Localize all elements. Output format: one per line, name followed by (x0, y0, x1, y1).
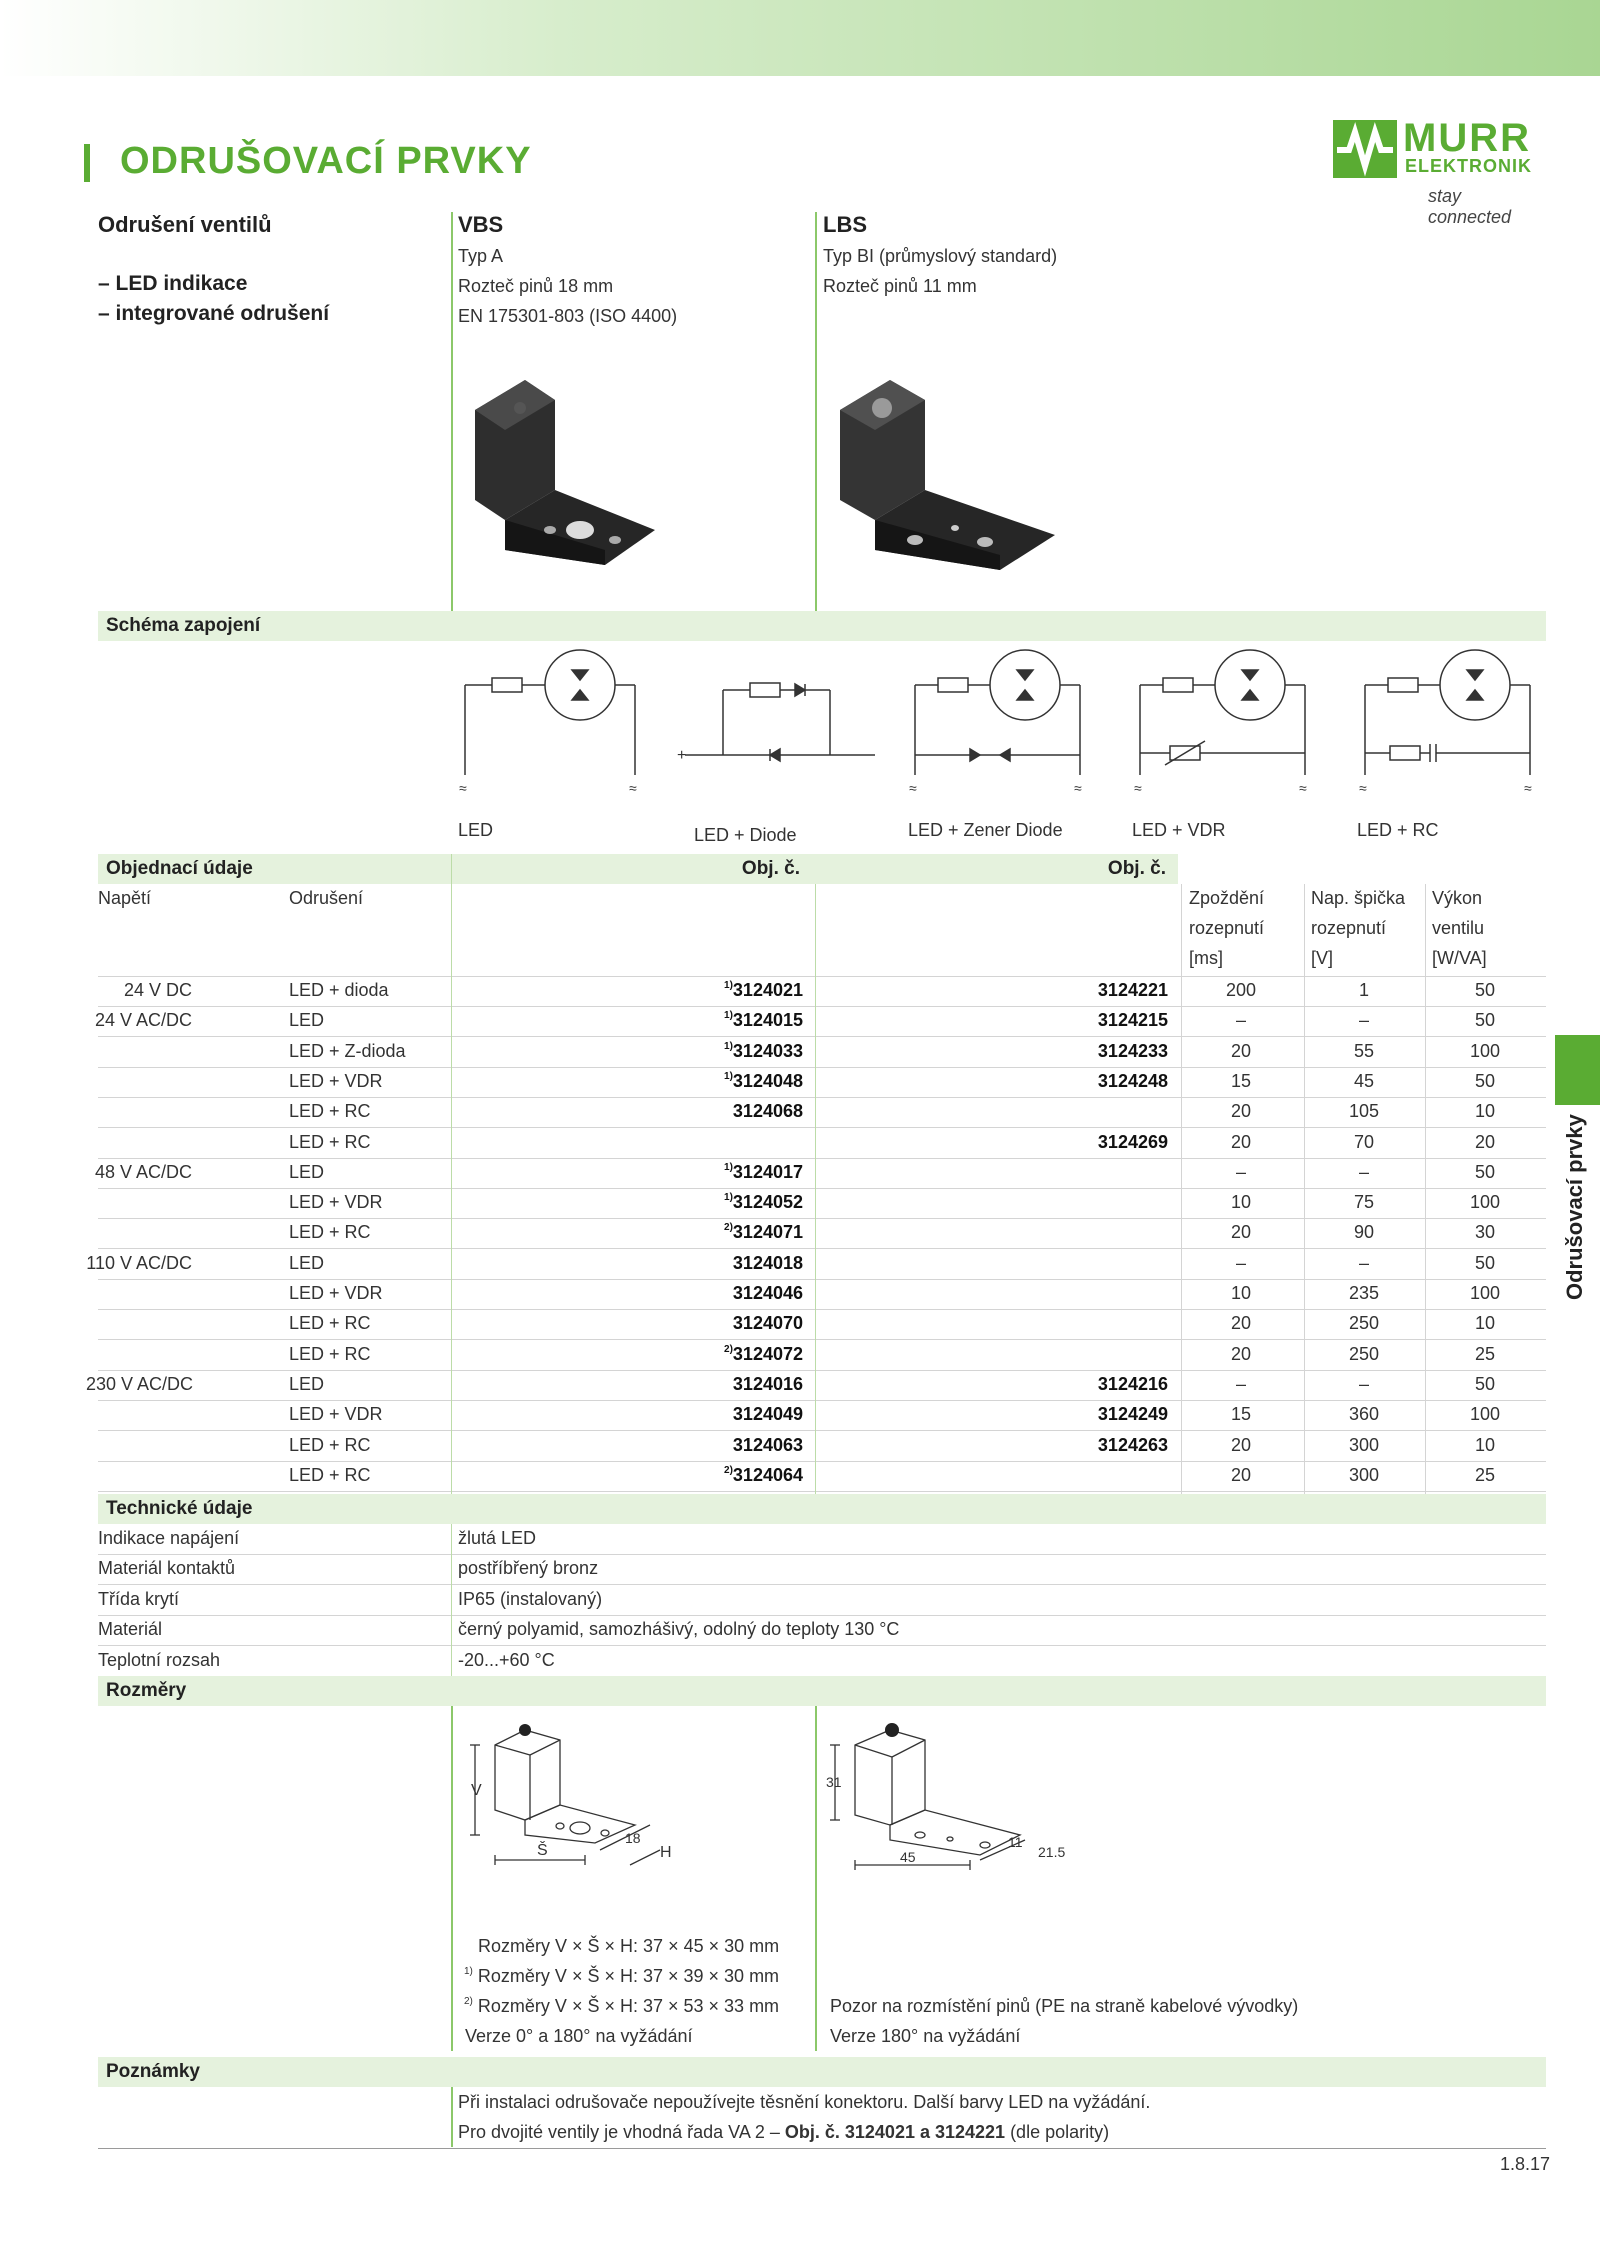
peak-cell: – (1358, 1373, 1369, 1394)
footnote-mark: 2) (724, 1343, 733, 1355)
peak-cell: 300 (1348, 1464, 1380, 1485)
power-cell: 50 (1474, 1252, 1496, 1273)
power-cell: 50 (1474, 980, 1496, 1000)
col-voltage: Napětí (98, 888, 152, 908)
page-number: 1.8.17 (1500, 2154, 1551, 2174)
vbs-order-number (453, 1374, 803, 1395)
col-delay: Zpoždění (1189, 888, 1265, 908)
schema-label: LED + Diode (694, 825, 797, 845)
delay-cell: – (1235, 1252, 1246, 1273)
vbs-dim-note: Rozměry V × Š × H: 37 × 45 × 30 mm (478, 1936, 780, 1956)
col-power: [W/VA] (1432, 948, 1487, 968)
intro-bullet: – LED indikace (98, 272, 248, 295)
schema-label: LED (458, 820, 494, 840)
tech-row (98, 1524, 1546, 1555)
vbs-number: 3124018 (732, 1252, 803, 1273)
col-peak: [V] (1311, 948, 1334, 968)
murr-logo-icon (1333, 120, 1397, 178)
schema-label: LED + RC (1357, 820, 1439, 840)
vbs-order-number (453, 1071, 803, 1092)
footnote-mark: 1) (724, 1161, 733, 1173)
col-power: ventilu (1432, 918, 1485, 938)
delay-cell: 15 (1230, 1070, 1252, 1091)
delay-cell: – (1235, 1010, 1246, 1031)
vbs-order-number (453, 1404, 803, 1425)
power-cell: 100 (1469, 1040, 1501, 1061)
vbs-number: 3124071 (732, 1222, 803, 1243)
table-divider (451, 1524, 452, 1676)
delay-cell: 20 (1230, 1343, 1252, 1364)
power-cell: 50 (1474, 1161, 1496, 1182)
footnote-mark: 1) (724, 1010, 733, 1022)
lbs-line: Rozteč pinů 11 mm (823, 276, 977, 296)
schema-title: Schéma zapojení (106, 615, 261, 636)
vbs-number: 3124070 (732, 1313, 803, 1334)
vbs-order-number (453, 1010, 803, 1031)
notes-line: Pro dvojité ventily je vhodná řada VA 2 – Obj. č. 3124021 a 3124221 (dle polarity) (458, 2122, 1110, 2142)
col-peak: Nap. špička (1311, 888, 1406, 908)
col-power: Výkon (1432, 888, 1483, 908)
vbs-order-number (453, 1192, 803, 1213)
vbs-order-number (453, 1465, 803, 1486)
peak-cell: 250 (1348, 1313, 1380, 1334)
peak-cell: 45 (1353, 1070, 1375, 1091)
vbs-product-image (465, 370, 665, 590)
power-cell: 10 (1474, 1101, 1496, 1122)
peak-cell: 300 (1348, 1434, 1380, 1455)
lbs-order-number: 3124215 (1097, 1010, 1168, 1031)
side-tab-label: Odrušovací prvky (1562, 1114, 1587, 1300)
murr-logo (1333, 116, 1548, 227)
tech-value: -20...+60 °C (458, 1649, 555, 1670)
table-row (86, 1249, 1546, 1280)
vbs-obj-label: Obj. č. (741, 858, 800, 879)
schema-label: LED + VDR (1132, 820, 1226, 840)
table-row (98, 1461, 1546, 1492)
vbs-number: 3124049 (732, 1404, 803, 1425)
schema-led-zener (909, 650, 1082, 795)
power-cell: 50 (1474, 1373, 1496, 1394)
logo-tagline: stay connected (1428, 186, 1512, 227)
svg-text:≈: ≈ (1359, 780, 1367, 795)
suppression-cell: LED + VDR (289, 1070, 383, 1091)
column-divider (451, 1676, 453, 2051)
wiring-diagrams (455, 645, 1545, 795)
table-row (98, 1309, 1546, 1340)
tech-label: Materiál kontaktů (98, 1558, 236, 1579)
vbs-number: 3124063 (732, 1434, 803, 1455)
suppression-cell: LED + RC (289, 1101, 371, 1122)
col-delay: [ms] (1189, 948, 1223, 968)
vbs-number: 3124064 (732, 1464, 803, 1485)
voltage-cell: 24 V AC/DC (94, 1010, 192, 1031)
voltage-cell: 24 V DC (123, 980, 192, 1000)
intro-heading: Odrušení ventilů (98, 212, 272, 237)
delay-cell: 20 (1230, 1313, 1252, 1334)
tech-value: IP65 (instalovaný) (458, 1588, 603, 1609)
suppression-cell: LED + dioda (289, 980, 389, 1000)
vbs-order-number (453, 1101, 803, 1122)
lbs-order-number: 3124263 (1097, 1434, 1168, 1455)
voltage-cell: 48 V AC/DC (94, 1161, 192, 1182)
col-peak: rozepnutí (1311, 918, 1387, 938)
table-divider (451, 854, 452, 1494)
schema-led-vdr (1134, 650, 1307, 795)
table-divider (1181, 884, 1182, 1494)
dim-45: 45 (900, 1849, 916, 1865)
tech-label: Materiál (98, 1619, 163, 1640)
peak-cell: 105 (1348, 1101, 1380, 1122)
power-cell: 100 (1469, 1283, 1501, 1303)
svg-text:≈: ≈ (1134, 780, 1142, 795)
title-accent-bar (84, 144, 90, 182)
intro-bullet: – integrované odrušení (98, 302, 330, 325)
suppression-cell: LED + VDR (289, 1283, 383, 1303)
peak-cell: – (1358, 1161, 1369, 1182)
lbs-order-number: 3124269 (1097, 1131, 1168, 1152)
lbs-pin-note: Pozor na rozmístění pinů (PE na straně kabelové vývodky) (830, 1996, 1299, 2016)
power-cell: 50 (1474, 1010, 1496, 1031)
peak-cell: 75 (1353, 1192, 1375, 1213)
lbs-name: LBS (823, 212, 867, 237)
vbs-number: 3124046 (732, 1283, 803, 1303)
vbs-number: 3124016 (732, 1373, 803, 1394)
vbs-dim-note: $^{2)}$ Rozměry V × Š × H: 37 × 53 × 33 mm (464, 1996, 780, 2016)
suppression-cell: LED + VDR (289, 1404, 383, 1425)
tech-row (98, 1585, 1546, 1616)
svg-text:≈: ≈ (1299, 780, 1307, 795)
power-cell: 50 (1474, 1070, 1496, 1091)
tech-row (98, 1646, 1546, 1677)
table-row (94, 1158, 1546, 1189)
table-row (86, 1370, 1546, 1401)
power-cell: 10 (1474, 1434, 1496, 1455)
suppression-cell: LED + RC (289, 1434, 371, 1455)
col-suppression: Odrušení (289, 888, 364, 908)
power-cell: 30 (1474, 1222, 1496, 1243)
suppression-cell: LED + Z-dioda (289, 1040, 406, 1061)
delay-cell: 10 (1230, 1192, 1252, 1213)
table-row (98, 976, 1546, 1007)
tech-label: Teplotní rozsah (98, 1649, 221, 1670)
vbs-number: 3124021 (732, 980, 803, 1000)
vbs-number: 3124017 (732, 1161, 803, 1182)
column-divider (815, 1676, 817, 2051)
delay-cell: – (1235, 1161, 1246, 1182)
vbs-number: 3124052 (732, 1192, 803, 1213)
suppression-cell: LED + VDR (289, 1192, 383, 1213)
suppression-cell: LED + RC (289, 1343, 371, 1364)
peak-cell: 1 (1358, 980, 1369, 1000)
power-cell: 20 (1474, 1131, 1496, 1152)
table-row (98, 1431, 1546, 1462)
vbs-number: 3124033 (732, 1040, 803, 1061)
schema-led-rc (1359, 650, 1532, 795)
vbs-order-number (453, 1435, 803, 1456)
vbs-line: Rozteč pinů 18 mm (458, 276, 614, 296)
vbs-number: 3124048 (732, 1070, 803, 1091)
tech-label: Třída krytí (98, 1588, 180, 1609)
page-title: ODRUŠOVACÍ PRVKY (120, 140, 532, 182)
vbs-line: EN 175301-803 (ISO 4400) (458, 306, 678, 326)
peak-cell: 90 (1353, 1222, 1375, 1243)
dim-s: Š (537, 1842, 548, 1859)
dim-v: V (471, 1782, 482, 1799)
lbs-obj-label: Obj. č. (1107, 858, 1166, 879)
logo-sub: ELEKTRONIK (1405, 156, 1532, 176)
column-divider (815, 212, 817, 612)
lbs-versions: Verze 180° na vyžádání (830, 2026, 1021, 2046)
svg-text:≈: ≈ (629, 780, 637, 795)
peak-cell: 235 (1348, 1283, 1380, 1303)
delay-cell: 20 (1230, 1464, 1252, 1485)
tech-row (98, 1615, 1546, 1646)
tech-value: žlutá LED (458, 1528, 537, 1548)
dim-21-5: 21.5 (1038, 1844, 1066, 1860)
table-row (98, 1188, 1546, 1219)
peak-cell: – (1358, 1010, 1369, 1031)
section-band-schema (98, 611, 1546, 641)
power-cell: 25 (1474, 1464, 1496, 1485)
suppression-cell: LED + RC (289, 1131, 371, 1152)
vbs-number: 3124072 (732, 1343, 803, 1364)
vbs-dimension-drawing (465, 1715, 695, 1875)
schema-led (459, 650, 637, 795)
lbs-order-number: 3124248 (1097, 1070, 1168, 1091)
lbs-order-number: 3124221 (1097, 980, 1168, 1000)
table-divider (1304, 884, 1305, 1494)
vbs-order-number (453, 1313, 803, 1334)
vbs-order-number (453, 1283, 803, 1304)
tech-value: černý polyamid, samozhášivý, odolný do teploty 130 °C (458, 1619, 900, 1640)
table-divider (1425, 884, 1426, 1494)
order-header-row (98, 946, 1546, 977)
delay-cell: 20 (1230, 1131, 1252, 1152)
svg-text:≈: ≈ (1524, 780, 1532, 795)
lbs-order-number: 3124249 (1097, 1404, 1168, 1425)
svg-text:≈: ≈ (1074, 780, 1082, 795)
suppression-cell: LED (289, 1373, 325, 1394)
vbs-order-number (453, 1344, 803, 1365)
order-title: Objednací údaje (106, 858, 253, 879)
suppression-cell: LED (289, 1252, 325, 1273)
vbs-name: VBS (458, 212, 504, 237)
delay-cell: – (1235, 1373, 1246, 1394)
power-cell: 100 (1469, 1404, 1501, 1425)
power-cell: 25 (1474, 1343, 1496, 1364)
tech-row (98, 1554, 1546, 1585)
vbs-versions: Verze 0° a 180° na vyžádání (465, 2026, 693, 2046)
dimensions-title: Rozměry (106, 1680, 187, 1701)
vbs-line: Typ A (458, 246, 504, 266)
column-divider (451, 212, 453, 612)
svg-text:+: + (677, 747, 687, 764)
dim-18: 18 (625, 1830, 641, 1846)
footnote-mark: 1) (724, 980, 733, 991)
lbs-dimension-drawing (820, 1715, 1080, 1875)
power-cell: 10 (1474, 1313, 1496, 1334)
lbs-order-number: 3124233 (1097, 1040, 1168, 1061)
dim-31: 31 (826, 1774, 842, 1790)
table-row (98, 1218, 1546, 1249)
suppression-cell: LED (289, 1161, 325, 1182)
notes-line: Při instalaci odrušovače nepoužívejte těsnění konektoru. Další barvy LED na vyžádání. (458, 2092, 1151, 2112)
voltage-cell: 110 V AC/DC (86, 1252, 192, 1273)
vbs-order-number (453, 980, 803, 1001)
power-cell: 100 (1469, 1192, 1501, 1213)
peak-cell: – (1358, 1252, 1369, 1273)
vbs-order-number (453, 1162, 803, 1183)
table-row (98, 1037, 1546, 1068)
suppression-cell: LED + RC (289, 1313, 371, 1334)
table-row (98, 1097, 1546, 1128)
technical-title: Technické údaje (106, 1498, 253, 1519)
svg-text:≈: ≈ (909, 780, 917, 795)
vbs-order-number (453, 1222, 803, 1243)
svg-text:≈: ≈ (459, 780, 467, 795)
delay-cell: 20 (1230, 1040, 1252, 1061)
footnote-mark: 1) (724, 1070, 733, 1082)
section-band-notes (98, 2057, 1546, 2087)
column-divider (451, 2085, 453, 2147)
dim-11: 11 (1008, 1834, 1023, 1850)
tech-label: Indikace napájení (98, 1528, 240, 1548)
footer-rule (98, 2148, 1546, 2149)
table-divider (815, 884, 816, 1494)
dim-h: H (660, 1844, 672, 1861)
table-row (98, 1128, 1546, 1159)
vbs-order-number (453, 1253, 803, 1274)
footnote-mark: 1) (724, 1040, 733, 1052)
suppression-cell: LED + RC (289, 1464, 371, 1485)
suppression-cell: LED + RC (289, 1222, 371, 1243)
header-band (0, 0, 1600, 76)
vbs-dim-note: $^{1)}$ Rozměry V × Š × H: 37 × 39 × 30 mm (464, 1966, 780, 1986)
footnote-mark: 1) (724, 1192, 733, 1204)
vbs-number: 3124068 (732, 1101, 803, 1122)
peak-cell: 360 (1348, 1404, 1380, 1425)
lbs-line: Typ BI (průmyslový standard) (823, 246, 1058, 266)
delay-cell: 20 (1230, 1101, 1252, 1122)
peak-cell: 250 (1348, 1343, 1380, 1364)
delay-cell: 15 (1230, 1404, 1252, 1425)
delay-cell: 10 (1230, 1283, 1252, 1303)
table-row (98, 1400, 1546, 1431)
delay-cell: 20 (1230, 1222, 1252, 1243)
notes-title: Poznámky (106, 2061, 200, 2082)
logo-name: MURR (1403, 116, 1531, 160)
peak-cell: 55 (1353, 1040, 1375, 1061)
tech-value: postříbřený bronz (458, 1558, 599, 1579)
vbs-number: 3124015 (732, 1010, 803, 1031)
lbs-product-image (830, 370, 1060, 590)
footnote-mark: 2) (724, 1464, 733, 1476)
col-delay: rozepnutí (1189, 918, 1265, 938)
table-row (98, 1279, 1546, 1310)
schema-led-diode (677, 683, 875, 764)
section-band-order (98, 854, 1178, 884)
table-row (98, 1340, 1546, 1371)
suppression-cell: LED (289, 1010, 325, 1031)
schema-label: LED + Zener Diode (908, 820, 1063, 840)
delay-cell: 200 (1225, 980, 1257, 1000)
side-tab[interactable] (1555, 1035, 1600, 1105)
section-band-dimensions (98, 1676, 1546, 1706)
section-band-technical (98, 1494, 1546, 1524)
delay-cell: 20 (1230, 1434, 1252, 1455)
table-row (94, 1006, 1546, 1037)
vbs-order-number (453, 1041, 803, 1062)
table-row (98, 1067, 1546, 1098)
footnote-mark: 2) (724, 1222, 733, 1234)
lbs-order-number: 3124216 (1097, 1373, 1168, 1394)
peak-cell: 70 (1353, 1131, 1375, 1152)
voltage-cell: 230 V AC/DC (86, 1373, 194, 1394)
